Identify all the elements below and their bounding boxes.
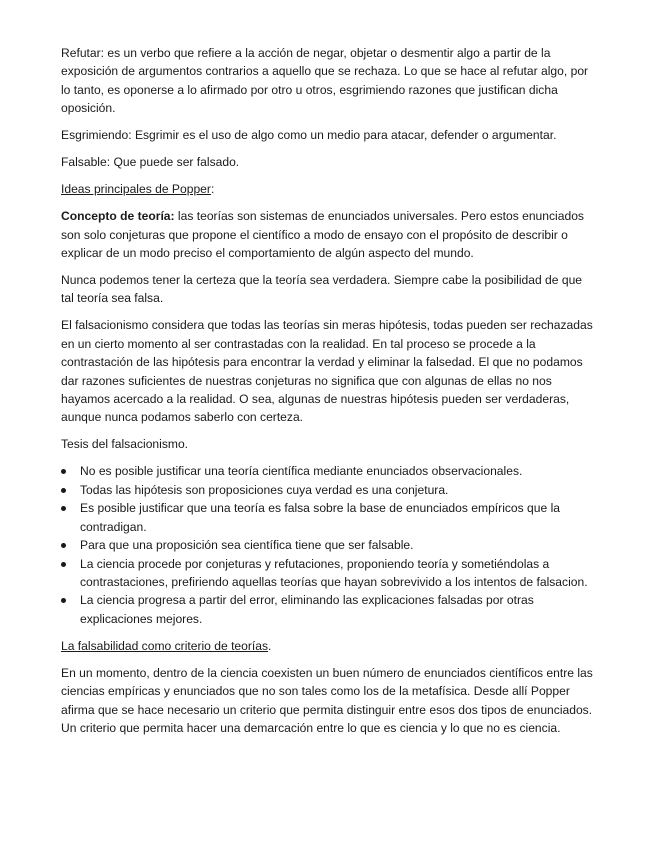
definition-falsable: [61, 153, 594, 171]
definition-falsable-text: : Que puede ser falsado.: [106, 155, 240, 170]
document-page: [61, 44, 594, 746]
concept-term: Concepto de teoría:: [61, 209, 175, 224]
falsabilidad-paragraph: En un momento, dentro de la ciencia coexisten un buen número de enunciados científicos entre las ciencias empíricas y enunciados que no son tales como los de la metafísica. Desde allí Popper afirma que se hace necesario un criterio que permita distinguir entre esos dos tipos de enunciados. Un criterio que permita hacer una demarcación entre lo que es ciencia y lo que no es ciencia.: [61, 665, 593, 735]
concept-text: las teorías son sistemas de enunciados universales. Pero estos enunciados son solo conjeturas que propone el científico a modo de ensayo con el propósito de describir o explicar de un modo preciso el comportamiento de algún aspecto del mundo.: [61, 209, 584, 261]
definition-esgrimiendo-text: : Esgrimir es el uso de algo como un medio para atacar, defender o argumentar.: [128, 128, 557, 143]
bullet-icon: [61, 506, 66, 511]
list-item-text: La ciencia procede por conjeturas y refutaciones, proponiendo teoría y sometiéndolas a contrastaciones, prefiriendo aquellas teorías que hayan sobrevivido a los intentos de falsacion.: [80, 556, 588, 589]
list-item: [61, 536, 594, 554]
certainty-paragraph: Nunca podemos tener la certeza que la teoría sea verdadera. Siempre cabe la posibilidad de que tal teoría sea falsa.: [61, 273, 583, 306]
ideas-heading: [61, 180, 594, 198]
list-item: [61, 499, 594, 536]
list-item-text: Para que una proposición sea científica tiene que ser falsable.: [80, 538, 414, 553]
term-falsable: Falsable: [61, 155, 107, 170]
concept-paragraph: [61, 207, 594, 262]
list-item-text: La ciencia progresa a partir del error, eliminando las explicaciones falsadas por otras explicaciones mejores.: [80, 593, 534, 626]
falsabilidad-heading: [61, 637, 594, 655]
ideas-heading-text: Ideas principales de Popper: [61, 182, 211, 197]
definition-refutar: [61, 44, 594, 118]
falsacionismo-paragraph: El falsacionismo considera que todas las teorías sin meras hipótesis, todas pueden ser rechazadas en un cierto momento al ser contrastadas con la realidad. En tal proceso se procede a la contrastación de las hipótesis para encontrar la verdad y eliminar la falsedad. El que no podamos dar razones suficientes de nuestras conjeturas no significa que con algunas de ellas no nos hayamos acercado a la realidad. O sea, algunas de nuestras hipótesis pueden ser verdaderas, aunque nunca podamos saberlo con certeza.: [61, 318, 593, 425]
list-item-text: No es posible justificar una teoría científica mediante enunciados observacionales.: [80, 464, 523, 479]
bullet-icon: [61, 488, 66, 493]
falsabilidad-heading-suffix: .: [268, 638, 272, 653]
list-item-text: Es posible justificar que una teoría es falsa sobre la base de enunciados empíricos que la contradigan.: [80, 501, 561, 534]
list-item: [61, 555, 594, 592]
thesis-heading: Tesis del falsacionismo.: [61, 437, 189, 452]
definition-refutar-text: : es un verbo que refiere a la acción de negar, objetar o desmentir algo a partir de la exposición de argumentos contrarios a aquello que se rechaza. Lo que se hace al refutar algo, por lo tanto, es oponerse a lo afirmado por otro u otros, esgrimiendo razones que justifican dicha oposición.: [61, 46, 589, 116]
thesis-list: [61, 462, 594, 628]
bullet-icon: [61, 469, 66, 474]
falsabilidad-heading-text: La falsabilidad como criterio de teorías: [61, 638, 269, 653]
bullet-icon: [61, 562, 66, 567]
definition-esgrimiendo: [61, 126, 594, 144]
list-item: [61, 591, 594, 628]
term-refutar: Refutar: [61, 46, 101, 60]
bullet-icon: [61, 598, 66, 603]
list-item: [61, 481, 594, 499]
list-item-text: Todas las hipótesis son proposiciones cuya verdad es una conjetura.: [80, 482, 449, 497]
bullet-icon: [61, 543, 66, 548]
term-esgrimiendo: Esgrimiendo: [61, 128, 129, 143]
ideas-heading-suffix: :: [210, 182, 215, 197]
list-item: [61, 462, 594, 480]
